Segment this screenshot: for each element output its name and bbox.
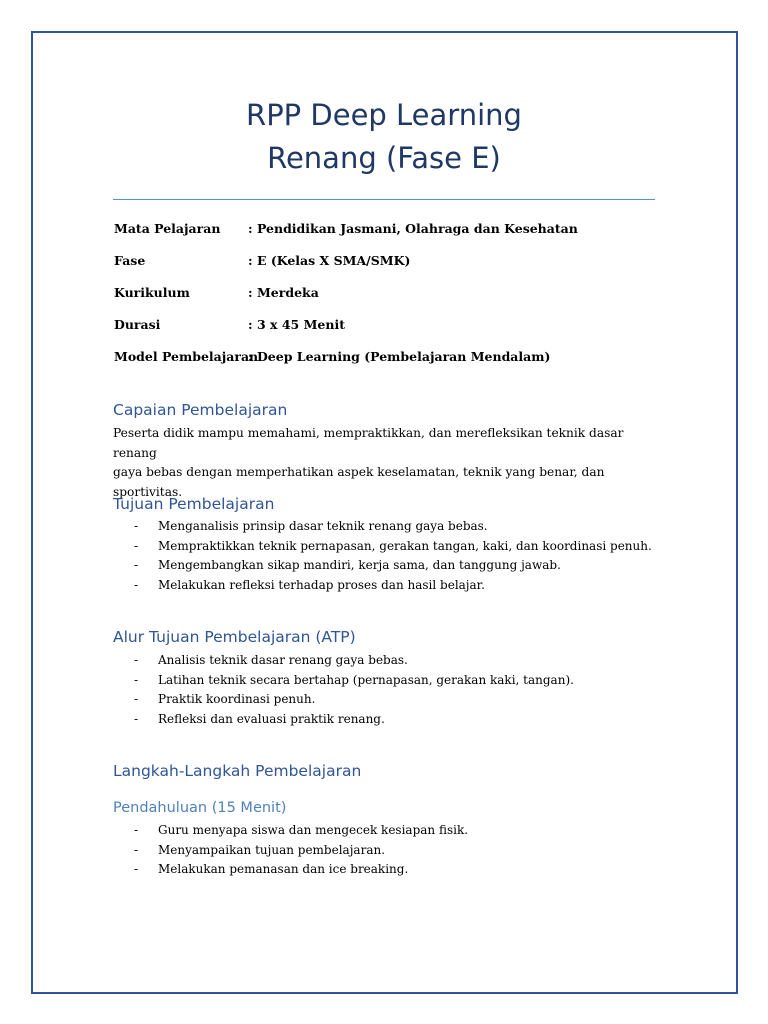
bullet-dash: -	[134, 519, 139, 533]
capaian-line-1: Peserta didik mampu memahami, mempraktikkan, dan merefleksikan teknik dasar renang	[113, 426, 624, 460]
bullet-dash: -	[134, 672, 139, 687]
meta-label: Model Pembelajaran	[114, 349, 259, 364]
document-title-line1: RPP Deep Learning	[246, 98, 522, 132]
list-item-text: Menganalisis prinsip dasar teknik renang gaya bebas.	[158, 519, 488, 533]
list-item-text: Melakukan pemanasan dan ice breaking.	[158, 862, 409, 876]
tujuan-heading: Tujuan Pembelajaran	[113, 495, 275, 513]
bullet-dash: -	[134, 653, 139, 667]
meta-label: Kurikulum	[114, 285, 190, 300]
bullet-dash: -	[134, 538, 139, 553]
meta-value: : Deep Learning (Pembelajaran Mendalam)	[248, 349, 551, 364]
list-item-text: Analisis teknik dasar renang gaya bebas.	[158, 653, 408, 667]
list-item-text: Mempraktikkan teknik pernapasan, gerakan tangan, kaki, dan koordinasi penuh.	[158, 538, 652, 553]
bullet-dash: -	[134, 692, 139, 706]
bullet-dash: -	[134, 823, 139, 837]
title-divider	[113, 199, 655, 200]
meta-value: : Pendidikan Jasmani, Olahraga dan Kesehatan	[248, 221, 578, 236]
bullet-dash: -	[134, 862, 139, 876]
langkah-heading: Langkah-Langkah Pembelajaran	[113, 762, 362, 780]
meta-value: : Merdeka	[248, 285, 319, 300]
meta-label: Fase	[114, 253, 146, 268]
capaian-paragraph	[113, 424, 658, 502]
bullet-dash: -	[134, 558, 139, 572]
bullet-dash: -	[134, 842, 139, 857]
meta-label: Durasi	[114, 317, 161, 332]
list-item-text: Latihan teknik secara bertahap (pernapasan, gerakan kaki, tangan).	[158, 672, 574, 687]
pendahuluan-heading: Pendahuluan (15 Menit)	[113, 800, 287, 816]
capaian-heading: Capaian Pembelajaran	[113, 401, 288, 419]
meta-value: : 3 x 45 Menit	[248, 317, 345, 332]
bullet-dash: -	[134, 711, 139, 726]
meta-value: : E (Kelas X SMA/SMK)	[248, 253, 411, 268]
list-item-text: Refleksi dan evaluasi praktik renang.	[158, 711, 385, 726]
atp-heading: Alur Tujuan Pembelajaran (ATP)	[113, 628, 356, 646]
capaian-line-2: gaya bebas dengan memperhatikan aspek keselamatan, teknik yang benar, dan sportivitas.	[113, 465, 605, 499]
meta-label: Mata Pelajaran	[114, 221, 221, 236]
bullet-dash: -	[134, 577, 139, 592]
list-item-text: Mengembangkan sikap mandiri, kerja sama, dan tanggung jawab.	[158, 558, 561, 572]
document-title-line2: Renang (Fase E)	[267, 141, 501, 175]
list-item-text: Praktik koordinasi penuh.	[158, 692, 316, 706]
list-item-text: Melakukan refleksi terhadap proses dan hasil belajar.	[158, 577, 485, 592]
list-item-text: Menyampaikan tujuan pembelajaran.	[158, 842, 386, 857]
list-item-text: Guru menyapa siswa dan mengecek kesiapan fisik.	[158, 823, 469, 837]
